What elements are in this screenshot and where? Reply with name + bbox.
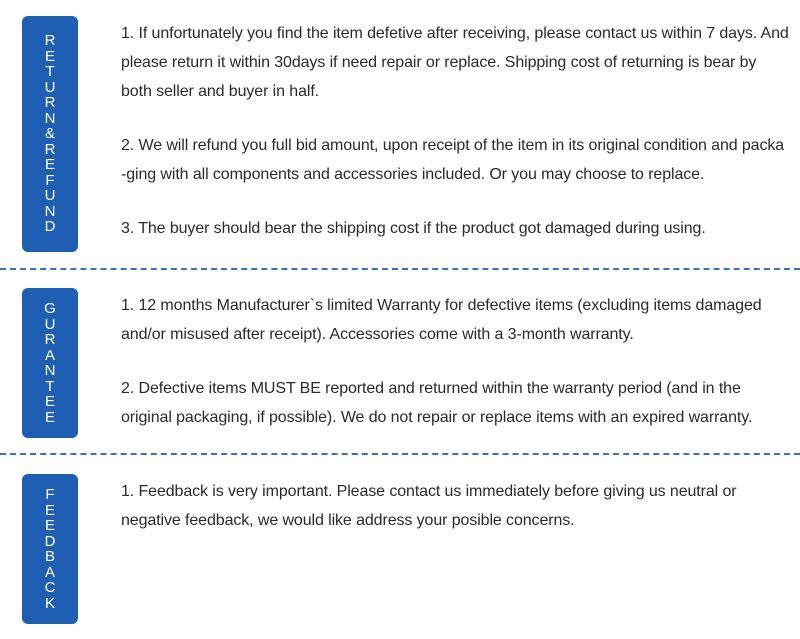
badge-letter: B: [44, 548, 55, 565]
feedback-badge: [22, 474, 78, 624]
badge-letter: N: [44, 362, 56, 379]
section-divider: [0, 453, 800, 455]
badge-letter: E: [44, 408, 55, 426]
badge-letter: T: [45, 377, 55, 395]
badge-letter: G: [44, 300, 56, 317]
guarantee-badge: [22, 288, 78, 438]
section-divider: [0, 268, 800, 270]
badge-letter: E: [44, 393, 55, 410]
badge-letter: R: [44, 94, 56, 112]
badge-letter: U: [44, 315, 56, 333]
badge-letter: E: [44, 501, 55, 519]
feedback-paragraph-1: 1. Feedback is very important. Please contact us immediately before giving us neutral or negative feedback, we would like address your posible concerns.: [121, 483, 737, 529]
badge-letter: K: [44, 594, 55, 612]
badge-letter: F: [45, 486, 55, 503]
badge-letter: D: [44, 218, 56, 236]
badge-letter: T: [45, 63, 55, 81]
return-refund-badge: [22, 16, 78, 252]
guarantee-paragraph-1: 1. 12 months Manufacturer`s limited Warranty for defective items (excluding items damaged and/or misused after receipt). Accessories come with a 3-month warranty.: [121, 297, 762, 343]
badge-letter: D: [44, 532, 56, 550]
badge-letter: R: [44, 32, 56, 50]
badge-letter: R: [44, 331, 56, 348]
guarantee-paragraph-2: 2. Defective items MUST BE reported and returned within the warranty period (and in the original packaging, if possible). We do not repair or replace items with an expired warranty.: [121, 380, 753, 426]
badge-letter: F: [45, 171, 55, 189]
badge-letter: E: [44, 47, 55, 65]
badge-letter: U: [44, 78, 56, 96]
badge-letter: A: [44, 563, 55, 581]
badge-letter: &: [44, 125, 55, 143]
badge-letter: U: [44, 187, 56, 205]
return-paragraph-1: 1. If unfortunately you find the item defetive after receiving, please contact us within 7 days. And please return it within 30days if need repair or replace. Shipping cost of returning is bear by both seller and buyer in half.: [121, 25, 789, 100]
badge-letter: N: [44, 109, 56, 127]
badge-letter: R: [44, 140, 56, 158]
badge-letter: C: [44, 579, 56, 596]
badge-letter: A: [44, 346, 55, 364]
return-paragraph-2: 2. We will refund you full bid amount, upon receipt of the item in its original condition and packa -ging with all components and accessories included. Or you may choose to replace.: [121, 137, 785, 183]
badge-letter: E: [44, 156, 55, 174]
return-paragraph-3: 3. The buyer should bear the shipping cost if the product got damaged during using.: [121, 220, 706, 237]
badge-letter: E: [44, 517, 55, 534]
badge-letter: N: [44, 202, 56, 220]
